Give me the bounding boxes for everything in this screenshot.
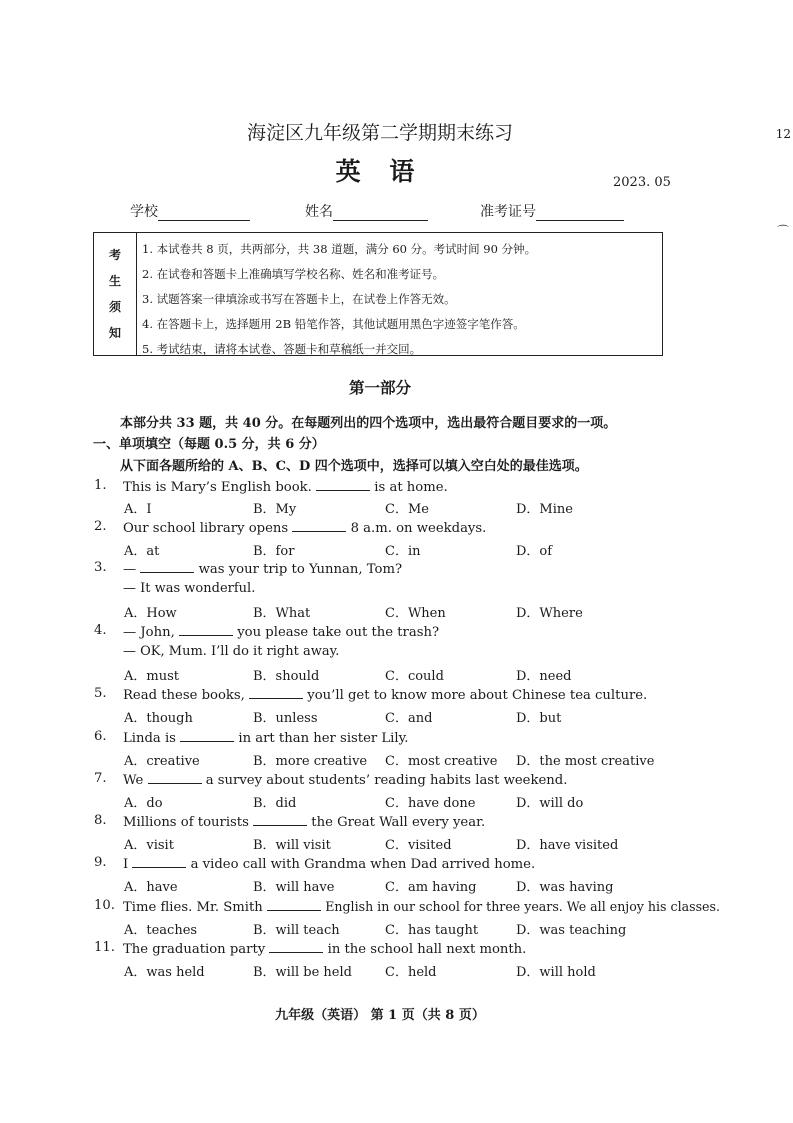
option-d: D．of (516, 544, 553, 559)
question-stem (123, 940, 526, 957)
stem-after: 8 a.m. on weekdays. (350, 521, 487, 536)
question-stem (123, 560, 402, 577)
edge-mark: 12 (775, 127, 791, 141)
subject-title: 英 语 (335, 157, 425, 186)
stem-after: a survey about students’ reading habits last weekend. (205, 773, 568, 788)
option-c: C．in (385, 544, 421, 559)
exam-id-line (536, 206, 624, 221)
option-b: B．My (253, 502, 297, 517)
option-b: B．will have (253, 880, 335, 895)
answer-blank (316, 478, 370, 491)
question-reply: — OK, Mum. I’ll do it right away. (123, 644, 340, 659)
question-number: 8. (94, 813, 107, 828)
question-stem (123, 623, 439, 640)
option-b: B．for (253, 544, 295, 559)
stem-after: is at home. (374, 480, 448, 495)
stem-before: This is Mary’s English book. (123, 480, 312, 495)
question (0, 729, 793, 769)
question-number: 1. (94, 478, 107, 493)
answer-blank (148, 771, 202, 784)
option-a: A．was held (124, 965, 205, 980)
answer-blank (249, 686, 303, 699)
name-line (333, 206, 428, 221)
question-number: 2. (94, 519, 107, 534)
answer-blank (267, 898, 321, 911)
question-stem (123, 478, 448, 495)
question (0, 898, 793, 938)
option-d: D．will do (516, 796, 584, 811)
question-number: 11. (94, 940, 115, 955)
notice-list (142, 237, 658, 362)
stem-before: — (123, 562, 137, 577)
question-stem (123, 855, 535, 872)
stem-after: in art than her sister Lily. (238, 731, 409, 746)
answer-blank (179, 623, 233, 636)
question-number: 4. (94, 623, 107, 638)
question-stem (123, 771, 567, 788)
option-a: A．visit (124, 838, 174, 853)
option-d: D．the most creative (516, 754, 655, 769)
stem-before: Read these books, (123, 688, 245, 703)
part-title: 第一部分 (348, 378, 411, 397)
question-stem (123, 686, 647, 703)
option-b: B．more creative (253, 754, 368, 769)
notice-item: 1. 本试卷共 8 页，共两部分，共 38 道题，满分 60 分。考试时间 90 分钟。 (142, 242, 537, 256)
section-title: 一、单项填空（每题 0.5 分，共 6 分） (93, 437, 325, 452)
option-b: B．What (253, 606, 311, 621)
stem-after: you please take out the trash? (237, 625, 440, 640)
question (0, 478, 793, 518)
notice-item: 4. 在答题卡上，选择题用 2B 铅笔作答，其他试题用黑色字迹签字笔作答。 (142, 317, 525, 331)
option-d: D．but (516, 711, 562, 726)
question-reply: — It was wonderful. (123, 581, 256, 596)
option-a: A．have (124, 880, 178, 895)
question-stem (123, 519, 486, 536)
stem-before: Millions of tourists (123, 815, 249, 830)
question (0, 813, 793, 853)
stem-before: Our school library opens (123, 521, 289, 536)
school-line (158, 206, 250, 221)
stem-before: I (123, 857, 129, 872)
option-d: D．Mine (516, 502, 573, 517)
option-b: B．unless (253, 711, 318, 726)
answer-blank (132, 855, 186, 868)
stem-before: — John, (123, 625, 175, 640)
name-field (305, 201, 428, 221)
option-c: C．held (385, 965, 437, 980)
option-d: D．was having (516, 880, 614, 895)
question-stem (123, 813, 485, 830)
question-stem (123, 898, 720, 915)
question (0, 686, 793, 726)
option-a: A．at (124, 544, 160, 559)
part-instruction: 本部分共 33 题，共 40 分。在每题列出的四个选项中，选出最符合题目要求的一项。 (120, 416, 617, 431)
option-c: C．could (385, 669, 444, 684)
exam-date: 2023. 05 (613, 175, 671, 190)
question-stem (123, 729, 409, 746)
question (0, 940, 793, 980)
stem-before: Linda is (123, 731, 176, 746)
option-b: B．will teach (253, 923, 340, 938)
option-c: C．When (385, 606, 446, 621)
notice-item: 2. 在试卷和答题卡上准确填写学校名称、姓名和准考证号。 (142, 267, 445, 281)
option-b: B．should (253, 669, 320, 684)
question (0, 855, 793, 895)
stem-before: Time flies. Mr. Smith (123, 900, 263, 915)
option-c: C．and (385, 711, 433, 726)
notice-heading (94, 233, 137, 355)
stem-after: you’ll get to know more about Chinese tea culture. (307, 688, 648, 703)
stem-after: the Great Wall every year. (311, 815, 486, 830)
option-a: A．How (124, 606, 177, 621)
question (0, 519, 793, 559)
question-number: 7. (94, 771, 107, 786)
exam-id-field (480, 201, 624, 221)
answer-blank (269, 940, 323, 953)
option-a: A．though (124, 711, 193, 726)
option-a: A．I (124, 502, 152, 517)
option-b: B．did (253, 796, 297, 811)
option-a: A．creative (124, 754, 200, 769)
question (0, 771, 793, 811)
question-number: 9. (94, 855, 107, 870)
question-number: 6. (94, 729, 107, 744)
option-d: D．was teaching (516, 923, 627, 938)
stem-after: a video call with Grandma when Dad arrived home. (190, 857, 536, 872)
notice-heading-char: 须 (108, 300, 121, 314)
notice-heading-char: 知 (108, 326, 121, 340)
section-instruction: 从下面各题所给的 A、B、C、D 四个选项中，选择可以填入空白处的最佳选项。 (120, 459, 588, 474)
option-b: B．will visit (253, 838, 331, 853)
option-c: C．have done (385, 796, 476, 811)
stem-before: We (123, 773, 144, 788)
option-d: D．have visited (516, 838, 619, 853)
notice-heading-char: 生 (108, 274, 121, 288)
option-c: C．has taught (385, 923, 479, 938)
option-a: A．teaches (124, 923, 198, 938)
exam-id-label: 准考证号 (480, 204, 536, 220)
name-label: 姓名 (305, 204, 333, 220)
question-number: 5. (94, 686, 107, 701)
stem-after: was your trip to Yunnan, Tom? (198, 562, 403, 577)
notice-box (93, 232, 663, 356)
notice-heading-char: 考 (108, 248, 121, 262)
question-number: 3. (94, 560, 107, 575)
stem-after: English in our school for three years. We all enjoy his classes. (325, 899, 720, 914)
answer-blank (180, 729, 234, 742)
stem-before: The graduation party (123, 942, 266, 957)
answer-blank (140, 560, 194, 573)
answer-blank (253, 813, 307, 826)
option-c: C．visited (385, 838, 452, 853)
option-c: C．Me (385, 502, 429, 517)
notice-item: 3. 试题答案一律填涂或书写在答题卡上，在试卷上作答无效。 (142, 292, 456, 306)
exam-title: 海淀区九年级第二学期期末练习 (246, 122, 513, 144)
question (0, 623, 793, 685)
stem-after: in the school hall next month. (327, 942, 527, 957)
question-number: 10. (94, 898, 115, 913)
option-d: D．will hold (516, 965, 596, 980)
answer-blank (292, 519, 346, 532)
option-d: D．need (516, 669, 572, 684)
edge-mark-2: ⌒ (776, 224, 789, 238)
notice-item: 5. 考试结束，请将本试卷、答题卡和草稿纸一并交回。 (142, 342, 422, 356)
page-footer: 九年级（英语） 第 1 页（共 8 页） (275, 1008, 485, 1023)
school-field (130, 201, 250, 221)
option-a: A．must (124, 669, 179, 684)
option-c: C．most creative (385, 754, 498, 769)
question (0, 560, 793, 622)
school-label: 学校 (130, 204, 158, 220)
option-d: D．Where (516, 606, 583, 621)
option-c: C．am having (385, 880, 477, 895)
option-b: B．will be held (253, 965, 352, 980)
option-a: A．do (124, 796, 163, 811)
